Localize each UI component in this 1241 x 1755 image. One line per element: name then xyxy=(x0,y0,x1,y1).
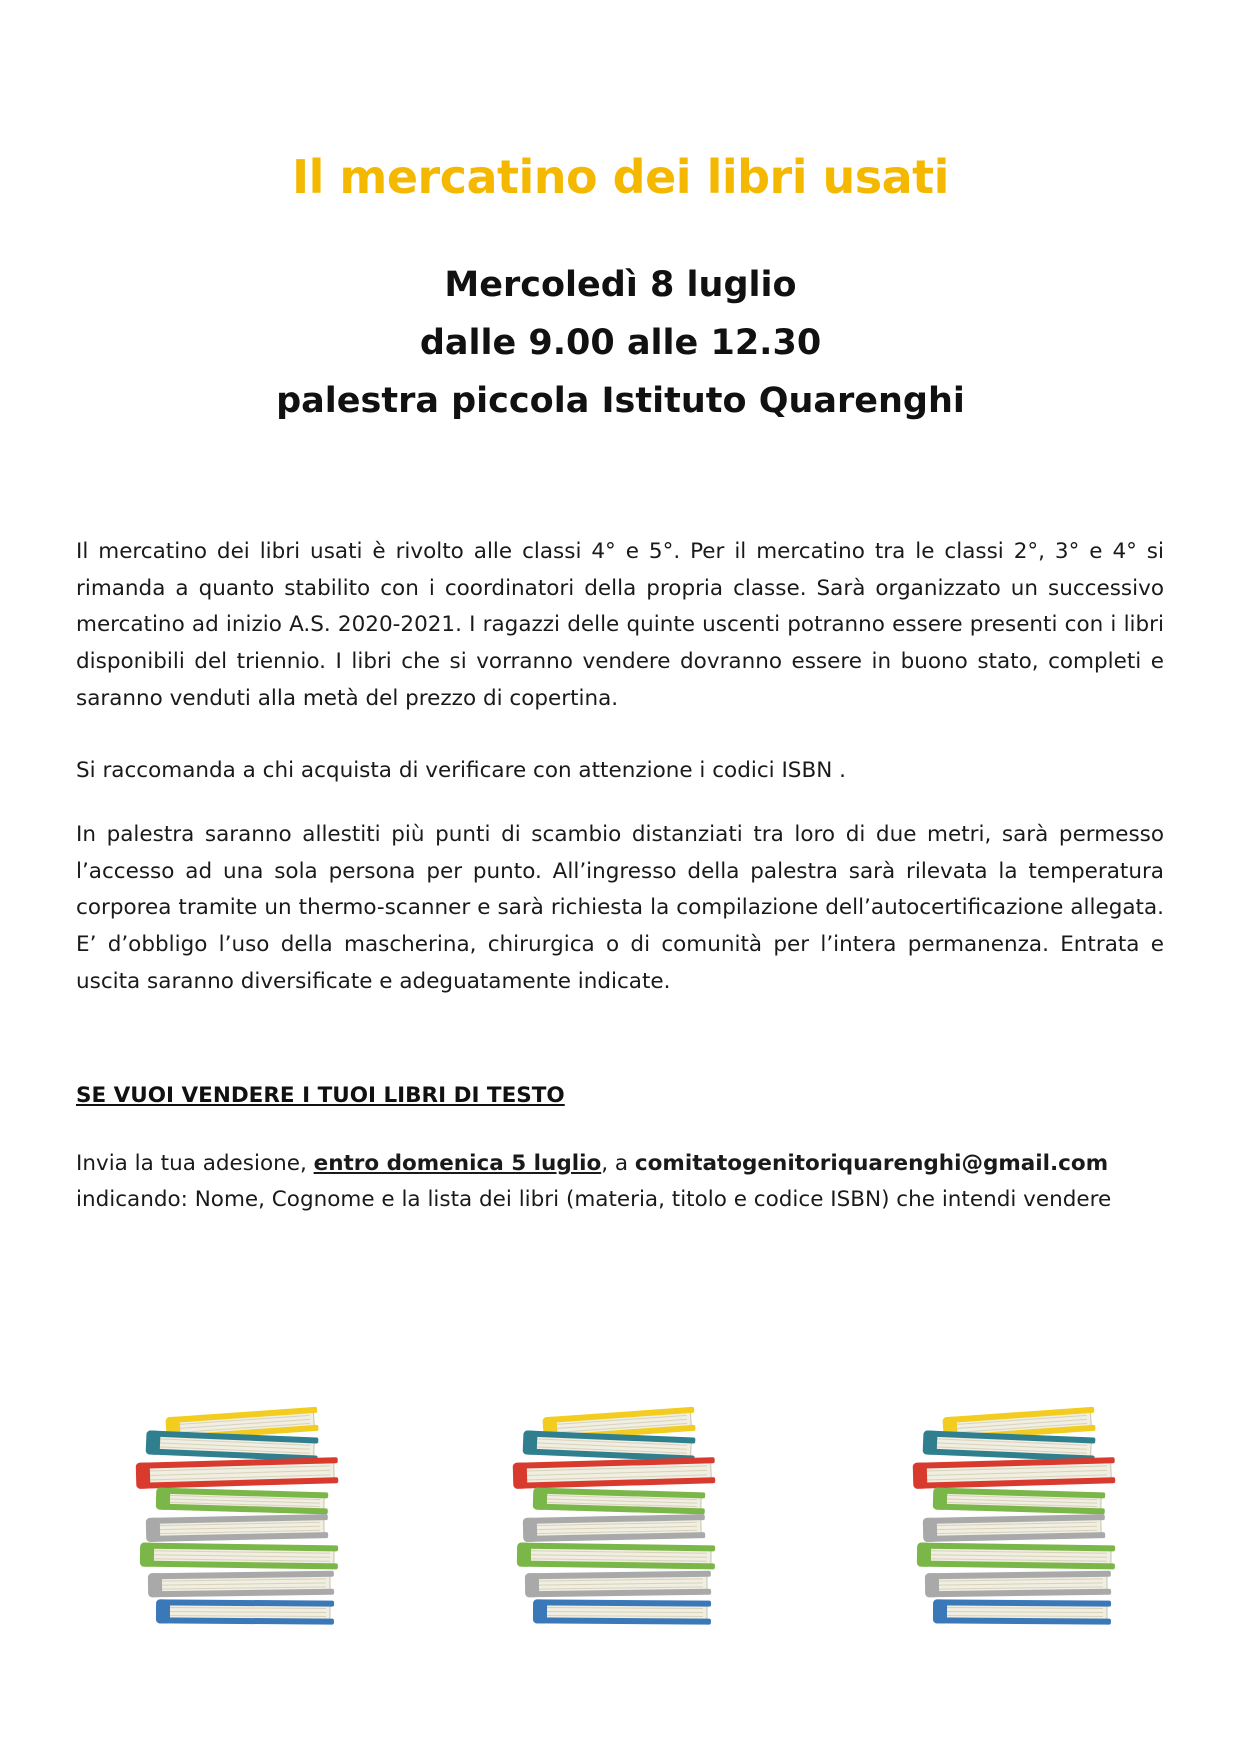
book xyxy=(146,1514,328,1542)
deadline-text: entro domenica 5 luglio xyxy=(313,1151,602,1176)
event-details xyxy=(0,256,1241,430)
sell-intro-text: Invia la tua adesione, xyxy=(76,1151,314,1176)
book-stack-icon xyxy=(128,1400,368,1640)
book xyxy=(533,1488,706,1515)
book xyxy=(923,1514,1105,1542)
book-stack-icon xyxy=(905,1400,1145,1640)
sell-connector-text: , a xyxy=(601,1151,635,1176)
book xyxy=(140,1543,338,1570)
isbn-note: Si raccomanda a chi acquista di verificare con attenzione i codici ISBN . xyxy=(76,758,846,783)
page-title: Il mercatino dei libri usati xyxy=(292,150,949,204)
book xyxy=(933,1488,1106,1515)
book xyxy=(917,1543,1115,1570)
book xyxy=(517,1543,715,1570)
book xyxy=(533,1599,711,1624)
book xyxy=(156,1488,329,1515)
sell-rest-text: indicando: Nome, Cognome e la lista dei libri (materia, titolo e codice ISBN) che intendi vendere xyxy=(76,1187,1112,1212)
book xyxy=(923,1430,1096,1461)
event-time: dalle 9.00 alle 12.30 xyxy=(419,323,822,363)
book xyxy=(913,1457,1116,1489)
sell-section-heading: SE VUOI VENDERE I TUOI LIBRI DI TESTO xyxy=(76,1083,565,1108)
safety-rules-paragraph: In palestra saranno allestiti più punti di scambio distanziati tra loro di due metri, sarà permesso l’accesso ad una sola persona per punto. All’ingresso della palestra sarà rilevata la temperatura corporea tramite un thermo-scanner e sarà richiesta la compilazione dell’autocertificazione allegata. E’ d’obbligo l’uso della mascherina, chirurgica o di comunità per l’intera permanenza. Entrata e uscita saranno diversificate e adeguatamente indicate. xyxy=(76,822,1164,994)
intro-paragraph: Il mercatino dei libri usati è rivolto alle classi 4° e 5°. Per il mercatino tra le classi 2°, 3° e 4° si rimanda a quanto stabilito con i coordinatori della propria classe. Sarà organizzato un successivo mercatino ad inizio A.S. 2020-2021. I ragazzi delle quinte uscenti potranno essere presenti con i libri disponibili del triennio. I libri che si vorranno vendere dovranno essere in buono stato, completi e saranno venduti alla metà del prezzo di copertina. xyxy=(76,539,1164,711)
book-stack-icon xyxy=(505,1400,745,1640)
event-date: Mercoledì 8 luglio xyxy=(444,265,797,305)
book xyxy=(136,1457,339,1489)
book xyxy=(933,1599,1111,1624)
book xyxy=(513,1457,716,1489)
book xyxy=(523,1430,696,1461)
book xyxy=(156,1599,334,1624)
book xyxy=(146,1430,319,1461)
sell-instructions xyxy=(76,1146,1164,1218)
book xyxy=(925,1571,1111,1598)
event-place: palestra piccola Istituto Quarenghi xyxy=(276,381,965,421)
book xyxy=(525,1571,711,1598)
book xyxy=(148,1571,334,1598)
contact-email[interactable]: comitatogenitoriquarenghi@gmail.com xyxy=(634,1151,1109,1176)
book xyxy=(523,1514,705,1542)
